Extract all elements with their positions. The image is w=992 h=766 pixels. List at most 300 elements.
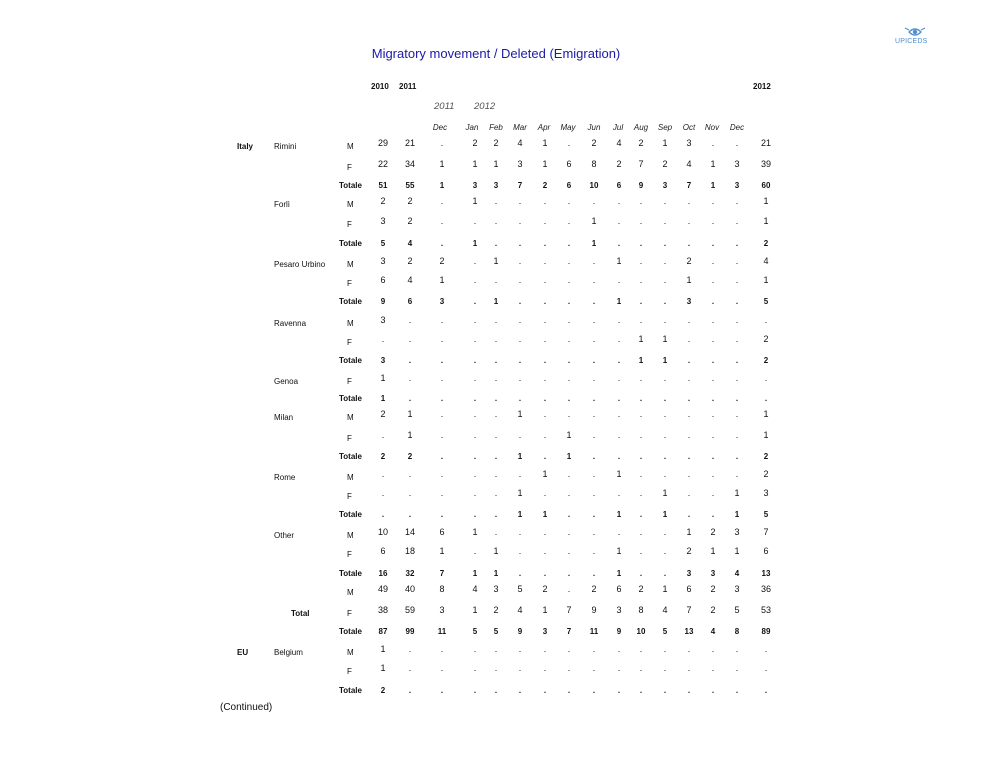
table-cell: 2 — [380, 409, 386, 419]
table-cell: . — [735, 297, 739, 306]
table-cell: 9 — [591, 605, 597, 615]
table-cell: . — [473, 430, 477, 440]
table-cell: . — [543, 488, 547, 498]
table-cell: . — [567, 239, 571, 248]
region-label: Italy — [237, 142, 254, 151]
table-cell: . — [617, 394, 621, 403]
table-cell: 1 — [616, 297, 622, 306]
table-cell: . — [518, 394, 522, 403]
table-cell: . — [518, 430, 522, 440]
table-cell: 4 — [517, 138, 523, 148]
table-cell: 13 — [684, 627, 694, 636]
table-cell: . — [711, 452, 715, 461]
table-cell: . — [592, 469, 596, 479]
table-cell: 5 — [517, 584, 523, 594]
table-cell: . — [617, 239, 621, 248]
table-cell: . — [687, 430, 691, 440]
table-cell: . — [518, 334, 522, 344]
table-cell: . — [617, 275, 621, 285]
subyear-2012: 2012 — [474, 101, 496, 112]
table-cell: . — [639, 430, 643, 440]
table-cell: . — [381, 469, 385, 479]
table-cell: . — [473, 315, 477, 325]
table-cell: . — [687, 686, 691, 695]
page-title: Migratory movement / Deleted (Emigration) — [371, 46, 621, 61]
table-cell: . — [543, 256, 547, 266]
table-cell: 1 — [763, 409, 769, 419]
table-cell: . — [494, 686, 498, 695]
table-cell: . — [617, 686, 621, 695]
table-cell: 9 — [517, 627, 523, 636]
table-cell: . — [567, 315, 571, 325]
table-cell: . — [567, 196, 571, 206]
table-cell: 1 — [380, 394, 386, 403]
table-cell: 59 — [404, 605, 415, 615]
table-cell: . — [440, 138, 444, 148]
table-cell: 3 — [734, 584, 740, 594]
table-cell: 1 — [616, 569, 622, 578]
table-cell: 1 — [616, 256, 622, 266]
sex-label: Totale — [339, 394, 362, 403]
table-cell: . — [663, 196, 667, 206]
table-cell: . — [663, 546, 667, 556]
table-cell: . — [639, 239, 643, 248]
table-cell: 38 — [377, 605, 388, 615]
table-cell: . — [711, 469, 715, 479]
table-cell: 3 — [380, 356, 386, 365]
table-cell: 1 — [710, 546, 716, 556]
table-cell: 8 — [591, 159, 597, 169]
month-header: Jul — [612, 123, 624, 132]
table-cell: . — [663, 297, 667, 306]
table-cell: . — [735, 356, 739, 365]
table-cell: . — [592, 569, 596, 578]
table-cell: 1 — [439, 275, 445, 285]
table-cell: . — [473, 452, 477, 461]
table-cell: . — [687, 334, 691, 344]
table-cell: . — [543, 239, 547, 248]
table-cell: 3 — [439, 605, 445, 615]
table-cell: 7 — [566, 627, 572, 636]
table-cell: . — [518, 663, 522, 673]
table-cell: . — [543, 373, 547, 383]
table-cell: . — [381, 488, 385, 498]
table-cell: . — [440, 644, 444, 654]
table-cell: 7 — [439, 569, 445, 578]
table-cell: . — [663, 239, 667, 248]
table-cell: . — [440, 216, 444, 226]
table-cell: . — [735, 663, 739, 673]
table-cell: . — [567, 138, 571, 148]
table-cell: . — [473, 469, 477, 479]
table-cell: . — [567, 686, 571, 695]
table-cell: . — [408, 356, 412, 365]
table-cell: 1 — [380, 663, 386, 673]
table-cell: . — [764, 394, 768, 403]
table-cell: 1 — [380, 373, 386, 383]
sex-label: F — [347, 163, 352, 172]
table-cell: . — [663, 569, 667, 578]
table-cell: . — [687, 409, 691, 419]
place-label: Belgium — [274, 648, 303, 657]
table-cell: 1 — [517, 510, 523, 519]
table-cell: 1 — [662, 356, 668, 365]
table-cell: . — [639, 196, 643, 206]
table-cell: . — [518, 216, 522, 226]
table-cell: . — [494, 510, 498, 519]
table-cell: 2 — [763, 239, 769, 248]
month-header: Feb — [489, 123, 503, 132]
table-cell: . — [663, 394, 667, 403]
table-cell: 5 — [763, 297, 769, 306]
table-cell: 1 — [439, 159, 445, 169]
table-cell: . — [567, 569, 571, 578]
table-cell: 4 — [686, 159, 692, 169]
table-cell: 1 — [662, 334, 668, 344]
sex-label: F — [347, 550, 352, 559]
sex-label: F — [347, 338, 352, 347]
table-cell: . — [408, 394, 412, 403]
table-cell: 4 — [734, 569, 740, 578]
table-cell: . — [711, 256, 715, 266]
table-cell: . — [567, 297, 571, 306]
table-cell: 1 — [517, 409, 523, 419]
table-cell: 18 — [404, 546, 415, 556]
table-cell: 7 — [686, 605, 692, 615]
table-cell: 1 — [439, 546, 445, 556]
table-cell: 51 — [378, 181, 388, 190]
table-cell: 11 — [589, 627, 599, 636]
table-cell: . — [592, 663, 596, 673]
table-cell: . — [567, 373, 571, 383]
table-cell: 3 — [686, 138, 692, 148]
table-cell: 1 — [542, 469, 548, 479]
table-cell: 2 — [472, 138, 478, 148]
table-cell: . — [543, 686, 547, 695]
table-cell: . — [494, 373, 498, 383]
table-cell: 9 — [638, 181, 644, 190]
table-cell: 2 — [710, 605, 716, 615]
table-cell: . — [617, 452, 621, 461]
table-cell: 5 — [763, 510, 769, 519]
sex-label: F — [347, 220, 352, 229]
month-header: Jun — [587, 123, 601, 132]
place-label: Rimini — [274, 142, 297, 151]
month-header: Mar — [513, 123, 527, 132]
table-cell: 1 — [542, 605, 548, 615]
sex-label: M — [347, 319, 354, 328]
table-cell: . — [663, 469, 667, 479]
table-cell: . — [518, 356, 522, 365]
table-cell: . — [440, 488, 444, 498]
table-cell: 49 — [377, 584, 388, 594]
table-cell: . — [518, 469, 522, 479]
table-cell: 4 — [472, 584, 478, 594]
table-cell: . — [735, 315, 739, 325]
table-cell: . — [639, 510, 643, 519]
table-cell: . — [592, 315, 596, 325]
table-cell: 1 — [616, 546, 622, 556]
table-cell: . — [408, 488, 412, 498]
month-header: Aug — [633, 123, 649, 132]
table-cell: 1 — [616, 469, 622, 479]
table-cell: . — [518, 686, 522, 695]
table-cell: 7 — [638, 159, 644, 169]
table-cell: . — [735, 409, 739, 419]
table-cell: 3 — [616, 605, 622, 615]
place-label: Total — [291, 609, 310, 618]
sex-label: F — [347, 377, 352, 386]
table-cell: . — [711, 334, 715, 344]
table-cell: 3 — [686, 569, 692, 578]
table-cell: . — [735, 275, 739, 285]
table-cell: . — [687, 488, 691, 498]
month-header: Dec — [432, 123, 448, 132]
table-cell: . — [543, 275, 547, 285]
sex-label: Totale — [339, 627, 362, 636]
table-cell: . — [518, 315, 522, 325]
table-cell: . — [543, 216, 547, 226]
table-cell: . — [440, 510, 444, 519]
table-cell: 1 — [407, 409, 413, 419]
table-cell: . — [711, 239, 715, 248]
table-cell: 1 — [616, 510, 622, 519]
place-label: Rome — [274, 473, 296, 482]
table-cell: . — [735, 452, 739, 461]
table-cell: . — [639, 644, 643, 654]
table-cell: 4 — [662, 605, 668, 615]
table-cell: . — [735, 469, 739, 479]
table-cell: 2 — [763, 452, 769, 461]
table-cell: 3 — [686, 297, 692, 306]
table-cell: . — [735, 138, 739, 148]
table-cell: 3 — [734, 159, 740, 169]
table-cell: 4 — [407, 275, 413, 285]
table-cell: . — [592, 373, 596, 383]
sex-label: Totale — [339, 239, 362, 248]
sex-label: M — [347, 413, 354, 422]
table-cell: . — [639, 527, 643, 537]
table-cell: 1 — [542, 138, 548, 148]
table-cell: . — [473, 373, 477, 383]
sex-label: Totale — [339, 452, 362, 461]
table-cell: . — [473, 644, 477, 654]
table-cell: . — [639, 569, 643, 578]
table-cell: . — [735, 334, 739, 344]
table-cell: 2 — [407, 196, 413, 206]
table-cell: . — [567, 546, 571, 556]
table-cell: . — [711, 216, 715, 226]
logo-text: UPICEDS — [895, 38, 928, 45]
table-cell: . — [687, 663, 691, 673]
table-cell: 55 — [405, 181, 415, 190]
table-cell: 6 — [763, 546, 769, 556]
table-cell: . — [711, 409, 715, 419]
table-cell: . — [567, 527, 571, 537]
table-cell: . — [473, 663, 477, 673]
table-cell: 2 — [591, 584, 597, 594]
table-cell: 1 — [686, 275, 692, 285]
table-cell: . — [764, 315, 768, 325]
table-cell: . — [543, 663, 547, 673]
table-cell: . — [735, 373, 739, 383]
month-header: Apr — [537, 123, 551, 132]
place-label: Ravenna — [274, 319, 307, 328]
table-cell: 1 — [662, 488, 668, 498]
table-cell: 7 — [566, 605, 572, 615]
table-cell: . — [711, 275, 715, 285]
month-header: Nov — [704, 123, 720, 132]
table-cell: . — [617, 315, 621, 325]
table-cell: . — [518, 275, 522, 285]
table-cell: . — [592, 452, 596, 461]
table-cell: 36 — [760, 584, 771, 594]
table-cell: 2 — [542, 584, 548, 594]
table-cell: 1 — [566, 430, 572, 440]
table-cell: . — [567, 409, 571, 419]
table-cell: . — [440, 663, 444, 673]
table-cell: . — [592, 394, 596, 403]
table-cell: 7 — [763, 527, 769, 537]
table-cell: . — [408, 644, 412, 654]
table-cell: . — [473, 546, 477, 556]
table-cell: . — [408, 373, 412, 383]
table-cell: . — [711, 356, 715, 365]
table-cell: . — [518, 569, 522, 578]
table-cell: . — [592, 430, 596, 440]
table-cell: 6 — [380, 546, 386, 556]
table-cell: . — [617, 216, 621, 226]
table-cell: . — [543, 334, 547, 344]
eye-logo-icon — [895, 25, 943, 39]
table-cell: . — [735, 686, 739, 695]
table-cell: . — [711, 686, 715, 695]
table-cell: . — [440, 686, 444, 695]
table-cell: 7 — [517, 181, 523, 190]
table-cell: 6 — [566, 159, 572, 169]
table-cell: . — [711, 663, 715, 673]
table-cell: . — [687, 452, 691, 461]
table-cell: 60 — [761, 181, 771, 190]
table-cell: . — [543, 394, 547, 403]
table-cell: . — [639, 394, 643, 403]
table-cell: . — [687, 196, 691, 206]
table-cell: . — [592, 297, 596, 306]
table-cell: . — [735, 196, 739, 206]
table-cell: . — [543, 315, 547, 325]
table-cell: . — [592, 275, 596, 285]
table-cell: . — [617, 334, 621, 344]
table-cell: . — [711, 394, 715, 403]
table-cell: 8 — [734, 627, 740, 636]
table-cell: 2 — [763, 334, 769, 344]
sex-label: M — [347, 200, 354, 209]
table-cell: . — [494, 275, 498, 285]
place-label: Pesaro Urbino — [274, 260, 326, 269]
table-cell: 1 — [638, 356, 644, 365]
table-cell: . — [473, 356, 477, 365]
table-cell: 6 — [686, 584, 692, 594]
table-cell: 3 — [380, 256, 386, 266]
sex-label: F — [347, 434, 352, 443]
table-cell: 53 — [760, 605, 771, 615]
table-cell: 1 — [710, 159, 716, 169]
table-cell: 8 — [638, 605, 644, 615]
year-header-2010: 2010 — [371, 82, 389, 91]
table-cell: 1 — [591, 216, 597, 226]
table-cell: . — [440, 239, 444, 248]
table-cell: 1 — [542, 510, 548, 519]
year-header-2012: 2012 — [753, 82, 771, 91]
table-cell: 5 — [472, 627, 478, 636]
table-cell: . — [494, 315, 498, 325]
table-cell: . — [408, 334, 412, 344]
table-cell: 10 — [636, 627, 646, 636]
table-cell: . — [711, 315, 715, 325]
table-cell: . — [440, 452, 444, 461]
table-cell: . — [494, 488, 498, 498]
table-cell: . — [494, 452, 498, 461]
table-cell: 10 — [377, 527, 388, 537]
table-cell: 2 — [493, 138, 499, 148]
table-cell: 39 — [760, 159, 771, 169]
table-cell: 2 — [380, 196, 386, 206]
table-cell: . — [617, 663, 621, 673]
table-cell: 6 — [407, 297, 413, 306]
table-cell: . — [543, 452, 547, 461]
table-cell: . — [440, 430, 444, 440]
table-cell: . — [408, 663, 412, 673]
table-cell: 2 — [763, 356, 769, 365]
year-header-2011: 2011 — [399, 82, 417, 91]
table-cell: . — [592, 256, 596, 266]
table-cell: . — [494, 394, 498, 403]
sex-label: M — [347, 473, 354, 482]
table-cell: . — [408, 686, 412, 695]
table-cell: . — [440, 334, 444, 344]
table-cell: 6 — [439, 527, 445, 537]
month-header: Jan — [465, 123, 479, 132]
table-cell: . — [567, 469, 571, 479]
table-cell: . — [687, 356, 691, 365]
sex-label: Totale — [339, 181, 362, 190]
table-cell: . — [473, 409, 477, 419]
table-cell: 4 — [407, 239, 413, 248]
table-cell: . — [440, 315, 444, 325]
logo — [895, 25, 943, 47]
table-cell: . — [639, 409, 643, 419]
table-cell: 1 — [686, 527, 692, 537]
sex-label: Totale — [339, 510, 362, 519]
table-cell: 1 — [662, 138, 668, 148]
table-cell: . — [543, 409, 547, 419]
table-cell: . — [494, 527, 498, 537]
table-cell: . — [617, 373, 621, 383]
table-cell: . — [711, 430, 715, 440]
table-cell: . — [473, 686, 477, 695]
table-cell: . — [735, 430, 739, 440]
table-cell: . — [567, 394, 571, 403]
table-cell: 1 — [517, 488, 523, 498]
table-cell: . — [440, 373, 444, 383]
table-cell: 1 — [517, 452, 523, 461]
table-cell: . — [663, 452, 667, 461]
table-cell: 3 — [734, 527, 740, 537]
table-cell: 1 — [734, 510, 740, 519]
table-cell: . — [617, 196, 621, 206]
table-cell: 1 — [638, 334, 644, 344]
table-cell: . — [473, 394, 477, 403]
